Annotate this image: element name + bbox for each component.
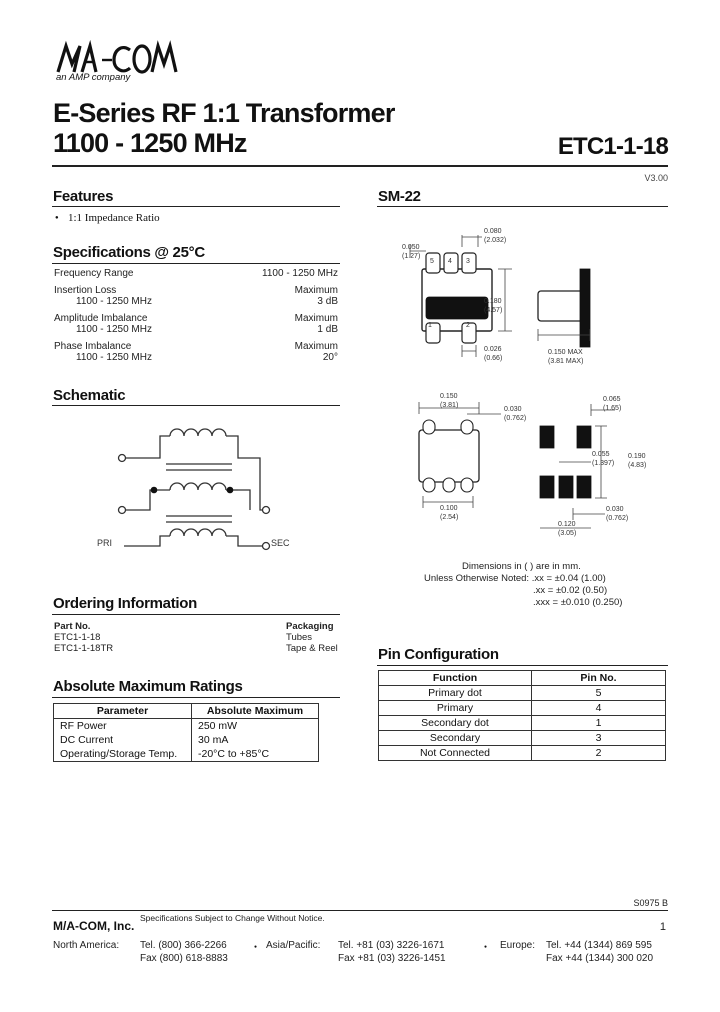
- spec-label: Amplitude Imbalance: [54, 313, 148, 324]
- schematic-sec-label: SEC: [271, 538, 290, 548]
- dim-label: 0.030: [606, 506, 624, 513]
- port-terminal: [263, 543, 270, 550]
- spec-label: Insertion Loss: [54, 285, 117, 296]
- dim-label: 0.100: [440, 505, 458, 512]
- features-heading: Features: [53, 188, 114, 205]
- ordering-col-pack: Packaging: [286, 621, 334, 632]
- table-row: [379, 686, 666, 701]
- dim-label: 0.030: [504, 406, 522, 413]
- ratings-col-param: Parameter: [54, 704, 192, 719]
- pin-number: 2: [532, 746, 666, 761]
- table-row: [54, 733, 319, 747]
- spec-label: 1100 - 1250 MHz: [76, 296, 152, 307]
- pin-number: 4: [532, 701, 666, 716]
- spec-row: [54, 268, 338, 279]
- table-row: [379, 746, 666, 761]
- package-heading: SM-22: [378, 188, 421, 205]
- dim-label: 0.055: [592, 451, 610, 458]
- table-row: [54, 747, 319, 762]
- footer-ap-fax: Fax +81 (03) 3226-1451: [338, 953, 446, 964]
- package-rule: [377, 206, 668, 207]
- ordering-rule: [52, 614, 340, 615]
- page-title: E-Series RF 1:1 Transformer: [53, 98, 395, 128]
- spec-row: [54, 324, 338, 335]
- dim-label: (0.66): [484, 355, 503, 362]
- pin-number: 5: [532, 686, 666, 701]
- dimension-note: .xxx = ±0.010 (0.250): [533, 597, 623, 608]
- feature-item: 1:1 Impedance Ratio: [68, 212, 160, 224]
- pins-col-function: Function: [379, 671, 532, 686]
- version-label: V3.00: [644, 173, 668, 183]
- footer-na-fax: Fax (800) 618-8883: [140, 953, 228, 964]
- ordering-col-part: Part No.: [54, 621, 91, 632]
- pin-function: Primary: [379, 701, 532, 716]
- footer-bullet-icon: ●: [254, 944, 258, 950]
- dim-label: 0.080: [484, 228, 502, 235]
- spec-row: [54, 313, 338, 324]
- schematic-rule: [52, 405, 340, 406]
- footer-ap-label: Asia/Pacific:: [266, 940, 321, 951]
- dim-label: 0.050: [402, 244, 420, 251]
- ratings-table: [53, 703, 319, 762]
- dim-label: (4.83): [628, 462, 647, 469]
- dim-label: 0.026: [484, 346, 502, 353]
- dimension-note: .xx = ±0.02 (0.50): [533, 585, 608, 596]
- ratings-rule: [52, 697, 340, 698]
- pin-function: Secondary dot: [379, 716, 532, 731]
- table-row: [379, 716, 666, 731]
- footer-na-label: North America:: [53, 940, 120, 951]
- pin-number: 1: [532, 716, 666, 731]
- dim-label: (2.032): [484, 237, 507, 244]
- dimension-note: Unless Otherwise Noted: .xx = ±0.04 (1.00): [424, 573, 606, 584]
- port-terminal: [119, 455, 126, 462]
- rating-max: -20°C to +85°C: [192, 747, 319, 762]
- spec-row: [54, 285, 338, 296]
- pin-function: Primary dot: [379, 686, 532, 701]
- spec-value: 1100 - 1250 MHz: [262, 268, 338, 279]
- footer-eu-label: Europe:: [500, 940, 536, 951]
- polarity-dot: [151, 487, 158, 494]
- pins-col-pin: Pin No.: [532, 671, 666, 686]
- spec-label: 1100 - 1250 MHz: [76, 324, 152, 335]
- dimension-note: Dimensions in ( ) are in mm.: [462, 561, 581, 572]
- dim-label: (0.762): [606, 515, 629, 522]
- dim-label: (1.65): [603, 405, 622, 412]
- pin-function: Secondary: [379, 731, 532, 746]
- spec-label: Phase Imbalance: [54, 341, 132, 352]
- port-terminal: [263, 507, 270, 514]
- ordering-heading: Ordering Information: [53, 595, 198, 612]
- ordering-part: ETC1-1-18: [54, 632, 101, 643]
- ratings-heading: Absolute Maximum Ratings: [53, 678, 243, 695]
- ratings-col-max: Absolute Maximum: [192, 704, 319, 719]
- spec-value: 20°: [322, 352, 338, 363]
- dim-label: (0.762): [504, 415, 527, 422]
- document-number: S0975 B: [633, 898, 668, 908]
- dim-label: 0.150: [440, 393, 458, 400]
- logo-tagline: an AMP company: [56, 72, 131, 83]
- ordering-pack: Tape & Reel: [286, 643, 338, 654]
- dim-label: (4.57): [484, 307, 503, 314]
- part-number-title: ETC1-1-18: [557, 133, 668, 160]
- pin-label-1: 1: [428, 322, 432, 329]
- spec-label: 1100 - 1250 MHz: [76, 352, 152, 363]
- spec-value: 1 dB: [317, 324, 338, 335]
- spec-value: Maximum: [294, 285, 338, 296]
- footer-ap-tel: Tel. +81 (03) 3226-1671: [338, 940, 445, 951]
- table-row: [379, 701, 666, 716]
- rating-max: 250 mW: [192, 719, 319, 734]
- footer-na-tel: Tel. (800) 366-2266: [140, 940, 227, 951]
- schematic-pri-label: PRI: [97, 538, 113, 548]
- port-terminal: [119, 507, 126, 514]
- features-rule: [52, 206, 340, 207]
- polarity-dot: [227, 487, 234, 494]
- spec-label: Frequency Range: [54, 268, 134, 279]
- pin-label-3: 3: [466, 258, 470, 265]
- footer-rule: [52, 910, 668, 911]
- title-divider: [52, 165, 668, 167]
- spec-value: Maximum: [294, 341, 338, 352]
- footer-bullet-icon: ●: [484, 944, 488, 950]
- spec-value: 3 dB: [317, 296, 338, 307]
- specs-rule: [52, 263, 340, 264]
- pin-label-5: 5: [430, 258, 434, 265]
- frequency-title: 1100 - 1250 MHz: [53, 128, 247, 158]
- dim-label: 0.150 MAX: [548, 349, 583, 356]
- table-row: [379, 731, 666, 746]
- dim-label: (3.81): [440, 402, 459, 409]
- pin-number: 3: [532, 731, 666, 746]
- dim-label: (3.81 MAX): [548, 358, 584, 365]
- spec-value: Maximum: [294, 313, 338, 324]
- specs-heading: Specifications @ 25°C: [53, 244, 205, 261]
- dim-label: (3.05): [558, 530, 577, 537]
- rating-param: RF Power: [54, 719, 192, 734]
- schematic-diagram: [110, 420, 290, 560]
- schematic-heading: Schematic: [53, 387, 126, 404]
- company-logo: [52, 40, 182, 86]
- spec-row: [54, 341, 338, 352]
- spec-row: [54, 352, 338, 363]
- pins-rule: [377, 665, 668, 666]
- table-row: [54, 719, 319, 734]
- pin-function: Not Connected: [379, 746, 532, 761]
- pins-heading: Pin Configuration: [378, 646, 499, 663]
- dim-label: 0.120: [558, 521, 576, 528]
- dim-label: (1.27): [402, 253, 421, 260]
- footer-eu-fax: Fax +44 (1344) 300 020: [546, 953, 654, 964]
- ordering-part: ETC1-1-18TR: [54, 643, 114, 654]
- pin-config-table: [378, 670, 666, 761]
- dim-label: 0.190: [628, 453, 646, 460]
- rating-param: DC Current: [54, 733, 192, 747]
- dim-label: 0.065: [603, 396, 621, 403]
- rating-param: Operating/Storage Temp.: [54, 747, 192, 762]
- footer-eu-tel: Tel. +44 (1344) 869 595: [546, 940, 652, 951]
- ordering-pack: Tubes: [286, 632, 313, 643]
- pin-label-4: 4: [448, 258, 452, 265]
- dim-label: (2.54): [440, 514, 459, 521]
- spec-row: [54, 296, 338, 307]
- rating-max: 30 mA: [192, 733, 319, 747]
- feature-bullet: ●: [55, 215, 59, 221]
- dim-label: 0.180: [484, 298, 502, 305]
- page-number: 1: [659, 921, 666, 933]
- dim-label: (1.397): [592, 460, 615, 467]
- footer-notice: Specifications Subject to Change Without Notice.: [140, 913, 325, 923]
- footer-company: M/A-COM, Inc.: [53, 919, 135, 933]
- pin-label-2: 2: [466, 322, 470, 329]
